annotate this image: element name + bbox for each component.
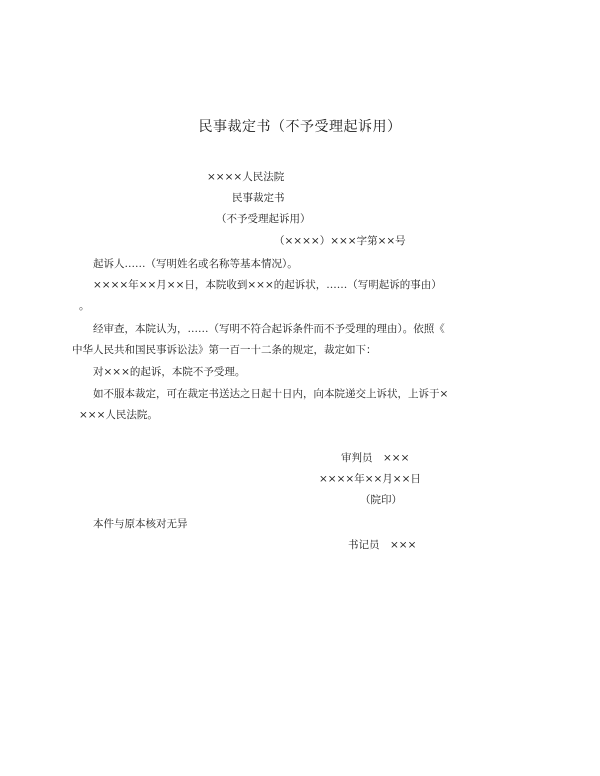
appeal-paragraph-line2: ×××人民法院。 (79, 409, 158, 421)
ruling-line: 对×××的起诉，本院不予受理。 (93, 366, 246, 378)
court-name: ××××人民法院 (207, 171, 285, 183)
judge-signature: 审判员 ××× (341, 452, 410, 464)
receipt-paragraph-line1: ××××年××月××日，本院收到×××的起诉状，……（写明起诉的事由） (93, 279, 442, 291)
review-paragraph-line1: 经审查，本院认为，……（写明不符合起诉条件而不予受理的理由）。依照《 (93, 323, 445, 335)
receipt-paragraph-line2: 。 (79, 300, 90, 312)
document-title: 民事裁定书（不予受理起诉用） (198, 119, 402, 135)
ruling-date: ××××年××月××日 (319, 473, 421, 485)
court-seal: （院印） (360, 494, 402, 506)
plaintiff-line: 起诉人……（写明姓名或名称等基本情况）。 (93, 258, 298, 270)
doc-subtype: （不予受理起诉用） (216, 213, 311, 225)
appeal-paragraph-line1: 如不服本裁定，可在裁定书送达之日起十日内，向本院递交上诉状，上诉于× (93, 388, 449, 400)
verification-note: 本件与原本核对无异 (93, 518, 188, 530)
clerk-signature: 书记员 ××× (348, 539, 417, 551)
doc-type: 民事裁定书 (232, 192, 285, 204)
review-paragraph-line2: 中华人民共和国民事诉讼法》第一百一十二条的规定，裁定如下： (72, 344, 377, 356)
case-number: （××××）×××字第××号 (274, 235, 406, 247)
